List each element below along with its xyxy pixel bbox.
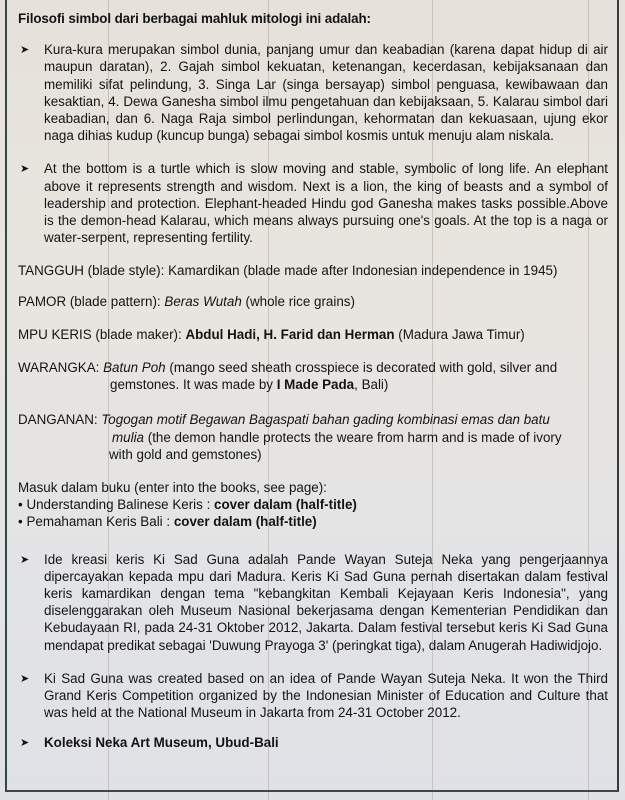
book-page: cover dalam (half-title) — [173, 514, 317, 530]
book-item — [18, 513, 608, 530]
arrowhead-right-icon: ➤ — [20, 672, 30, 685]
history-id-text: Ide kreasi keris Ki Sad Guna adalah Pande Wayan Suteja Neka yang pengerjaannya dipercayakan kepada mpu dari Madura. Keris Ki Sad Guna pernah disertakan dalam festival keris kamardikan dengan tema "kebangkitan Kembali Kejayaan Keris Indonesia", yang diselenggarakan oleh Museum Nasional bekerjasama dengan Kementerian Pendidikan dan Kebudayaan RI, pada 24-31 Oktober 2012, Jakarta. Dalam festival tersebut keris Ki Sad Guna mendapat predikat sebagai 'Duwung Prayoga 3' (peringkat tiga), dalam Anugerah Hadiwidjojo. — [44, 551, 608, 653]
mpu-keris-origin: (Madura Jawa Timur) — [398, 326, 525, 342]
philosophy-en-paragraph — [18, 160, 608, 246]
history-en-paragraph — [18, 670, 608, 722]
philosophy-en-text: At the bottom is a turtle which is slow moving and stable, symbolic of long life. An elephant above it represents strength and wisdom. Next is a lion, the king of beasts and a symbol of leadership and protection. Elephant-headed Hindu god Ganesha makes tasks possible.Above is the demon-head Kalarau, which means always pursuing one's goals. At the top is a naga or water-serpent, representing fertility. — [44, 161, 608, 246]
warangka-maker-origin: , Bali) — [354, 377, 389, 393]
arrowhead-right-icon: ➤ — [20, 553, 30, 566]
arrowhead-right-icon: ➤ — [20, 44, 30, 57]
danganan-value-id-cont: mulia — [112, 429, 144, 445]
pamor-value-name: Beras Wutah — [164, 293, 242, 309]
collection-paragraph — [18, 734, 608, 752]
danganan-label: DANGANAN: — [18, 412, 98, 428]
label-title: Filosofi simbol dari berbagai mahluk mitologi ini adalah: — [18, 11, 371, 26]
warangka-label: WARANGKA: — [18, 360, 100, 376]
history-en-text: Ki Sad Guna was created based on an idea of Pande Wayan Suteja Neka. It won the Third Grand Keris Competition organized by the Indonesian Minister of Education and Culture that was held at the National Museum in Jakarta from 24-31 October 2012. — [44, 670, 608, 721]
book-item — [18, 496, 608, 513]
pamor-row — [18, 293, 608, 310]
philosophy-id-text: Kura-kura merupakan simbol dunia, panjang umur dan keabadian (karena dapat hidup di air maupun daratan), 2. Gajah simbol kekuatan, ketenangan, kecerdasan, kebijaksanaan dan memiliki sifat pelindung, 3. Singa Lar (singa bersayap) simbol penguasa, kewibawaan dan kesaktian, 4. Dewa Ganesha simbol ilmu pengetahuan dan kebijaksaan, 5. Kalarau simbol dari keabadian, dan 6. Naga Raja simbol perlindungan, kehormatan dan kekuasaan, ujung ekor naga dihias kudup (kuncup bunga) sebagai simbol kosmis untuk menuju alam niskala. — [44, 42, 608, 144]
history-id-paragraph — [18, 551, 608, 654]
books-heading: Masuk dalam buku (enter into the books, see page): — [18, 480, 327, 496]
pamor-value-desc: (whole rice grains) — [245, 293, 355, 309]
books-section — [18, 479, 608, 531]
book-title: Pemahaman Keris Bali : — [26, 514, 171, 530]
bullet-dot-icon: • — [18, 497, 23, 513]
warangka-maker: I Made Pada — [276, 377, 355, 393]
warangka-value-name: Batun Poh — [103, 360, 166, 376]
mpu-keris-row — [18, 326, 608, 343]
book-title: Understanding Balinese Keris : — [26, 497, 211, 513]
danganan-value-en: (the demon handle protects the weare from harm and is made of ivory — [147, 429, 562, 445]
philosophy-id-paragraph — [18, 41, 608, 144]
museum-label — [18, 10, 608, 764]
tangguh-value: Kamardikan (blade made after Indonesian independence in 1945) — [168, 263, 558, 279]
danganan-value-en-cont: with gold and gemstones) — [109, 446, 262, 462]
warangka-row — [18, 359, 608, 393]
pamor-label: PAMOR (blade pattern): — [18, 293, 161, 309]
warangka-value-cont: gemstones. It was made by — [110, 377, 273, 393]
bullet-dot-icon: • — [18, 514, 23, 530]
mpu-keris-makers: Abdul Hadi, H. Farid dan Herman — [185, 326, 395, 342]
danganan-row — [18, 411, 608, 463]
warangka-value-desc: (mango seed sheath crosspiece is decorated with gold, silver and — [169, 360, 558, 376]
collection-text: Koleksi Neka Art Museum, Ubud-Bali — [44, 734, 279, 750]
book-page: cover dalam (half-title) — [214, 497, 357, 513]
tangguh-label: TANGGUH (blade style): — [18, 263, 165, 279]
arrowhead-right-icon: ➤ — [20, 736, 30, 749]
tangguh-row — [18, 262, 608, 279]
arrowhead-right-icon: ➤ — [20, 163, 30, 176]
mpu-keris-label: MPU KERIS (blade maker): — [18, 326, 182, 342]
danganan-value-id: Togogan motif Begawan Bagaspati bahan gading kombinasi emas dan batu — [101, 412, 550, 428]
